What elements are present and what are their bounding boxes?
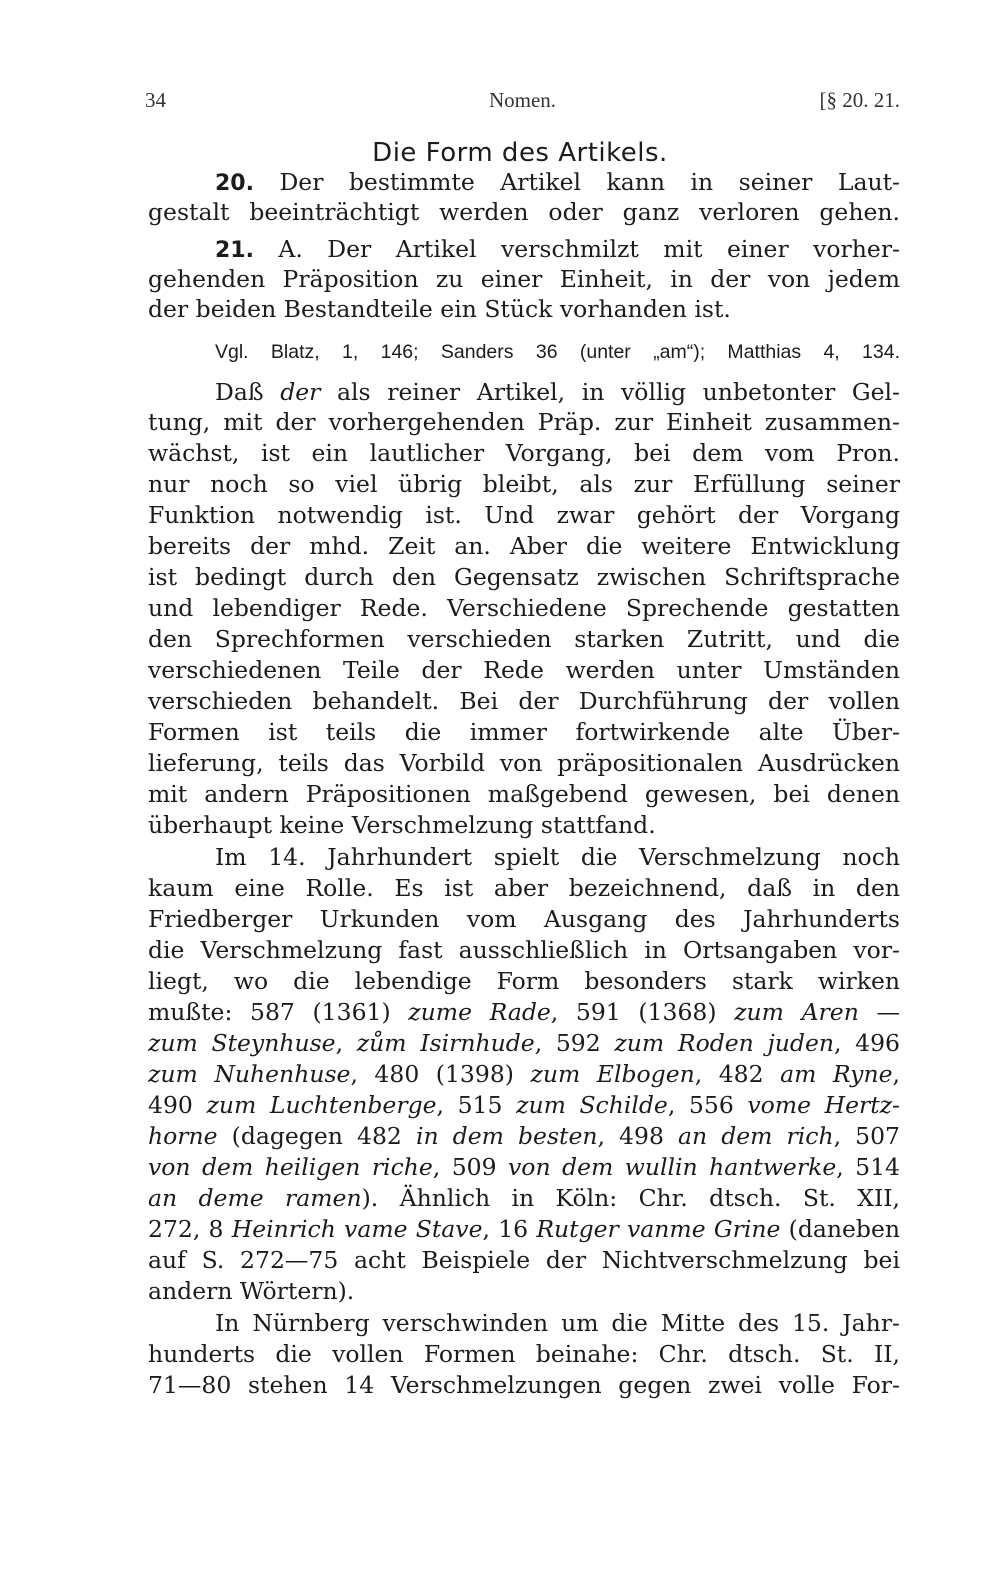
text-run: bereits der mhd. Zeit an. Aber die weitere Entwicklung: [148, 532, 900, 560]
text-line: [148, 685, 900, 717]
text-run: gestalt beeinträchtigt werden oder ganz verloren gehen.: [148, 198, 900, 226]
text-run: ,: [335, 1029, 357, 1057]
text-line: [148, 872, 900, 904]
text-run: mußte: 587 (1361): [148, 998, 409, 1026]
text-run: A. Der Artikel verschmilzt mit einer vorher-: [253, 235, 900, 263]
section-number: 20.: [215, 171, 254, 196]
text-line: [148, 1089, 900, 1121]
italic-citation: vome Hertz-: [747, 1091, 900, 1119]
text-run: auf S. 272—75 acht Beispiele der Nichtverschmelzung bei: [148, 1246, 900, 1274]
text-line: [148, 406, 900, 438]
text-run: die Verschmelzung fast ausschließlich in Ortsangaben vor-: [148, 936, 900, 964]
text-run: kaum eine Rolle. Es ist aber bezeichnend, daß in den: [148, 874, 900, 902]
text-line: [148, 1151, 900, 1183]
text-line: [148, 530, 900, 562]
text-line: [215, 336, 900, 368]
text-run: Friedberger Urkunden vom Ausgang des Jahrhunderts: [148, 905, 900, 933]
text-line: [148, 747, 900, 779]
italic-citation: horne: [148, 1122, 218, 1150]
text-run: liegt, wo die lebendige Form besonders stark wirken: [148, 967, 900, 995]
text-run: ,: [892, 1060, 900, 1088]
text-run: , 514: [836, 1153, 901, 1181]
italic-citation: in dem besten: [415, 1122, 598, 1150]
text-line: [148, 1213, 900, 1245]
text-line: [148, 1369, 900, 1401]
text-line: [215, 376, 900, 408]
text-run: den Sprechformen verschieden starken Zutritt, und die: [148, 625, 900, 653]
text-line: [148, 716, 900, 748]
text-line: [148, 1338, 900, 1370]
italic-citation: zum Nuhenhuse: [148, 1060, 351, 1088]
italic-citation: zum Schilde: [516, 1091, 668, 1119]
text-line: [148, 1058, 900, 1090]
text-run: Im 14. Jahrhundert spielt die Verschmelzung noch: [215, 843, 900, 871]
text-run: In Nürnberg verschwinden um die Mitte des 15. Jahr-: [215, 1309, 900, 1337]
text-run: (dagegen 482: [217, 1122, 416, 1150]
text-line: [148, 623, 900, 655]
text-line: [215, 1307, 900, 1339]
text-run: —: [858, 998, 900, 1026]
text-line: [148, 1120, 900, 1152]
text-run: ist bedingt durch den Gegensatz zwischen Schriftsprache: [148, 563, 900, 591]
text-run: Formen ist teils die immer fortwirkende alte Über-: [148, 718, 900, 746]
italic-citation: zume Rade: [408, 998, 551, 1026]
text-line: [148, 778, 900, 810]
text-run: und lebendiger Rede. Verschiedene Sprechende gestatten: [148, 594, 900, 622]
text-line: [148, 196, 900, 228]
text-run: (daneben: [780, 1215, 900, 1243]
text-run: als reiner Artikel, in völlig unbetonter Gel-: [320, 378, 900, 406]
text-run: hunderts die vollen Formen beinahe: Chr. dtsch. St. II,: [148, 1340, 900, 1368]
italic-citation: Rutger vanme Grine: [536, 1215, 781, 1243]
text-run: , 591 (1368): [550, 998, 735, 1026]
text-run: , 556: [667, 1091, 748, 1119]
text-run: , 515: [436, 1091, 517, 1119]
text-run: nur noch so viel übrig bleibt, als zur Erfüllung seiner: [148, 470, 900, 498]
text-run: 71—80 stehen 14 Verschmelzungen gegen zwei volle For-: [148, 1371, 900, 1399]
text-run: Vgl. Blatz, 1, 146; Sanders 36 (unter „am“); Matthias 4, 134.: [215, 341, 900, 363]
text-line: [148, 263, 900, 295]
text-run: gehenden Präposition zu einer Einheit, in der von jedem: [148, 265, 900, 293]
text-line: [148, 934, 900, 966]
text-run: Daß: [215, 378, 281, 406]
page-number: 34: [145, 88, 166, 112]
text-line: [148, 1182, 900, 1214]
text-run: tung, mit der vorhergehenden Präp. zur Einheit zusammen-: [148, 408, 900, 436]
text-line: [148, 809, 900, 841]
text-line: [148, 996, 900, 1028]
text-run: , 507: [833, 1122, 901, 1150]
text-run: , 480 (1398): [350, 1060, 531, 1088]
text-run: 490: [148, 1091, 207, 1119]
text-line: [148, 293, 900, 325]
text-run: lieferung, teils das Vorbild von präpositionalen Ausdrücken: [148, 749, 900, 777]
italic-citation: an dem rich: [678, 1122, 834, 1150]
text-line: [148, 561, 900, 593]
text-line: [215, 233, 900, 265]
italic-citation: zum Aren: [734, 998, 859, 1026]
text-run: 272, 8: [148, 1215, 232, 1243]
text-run: der beiden Bestandteile ein Stück vorhanden ist.: [148, 295, 731, 323]
text-run: , 482: [694, 1060, 781, 1088]
italic-citation: zům Isirnhude: [356, 1029, 535, 1057]
text-line: [148, 468, 900, 500]
text-run: , 16: [482, 1215, 537, 1243]
italic-citation: an deme ramen: [148, 1184, 362, 1212]
text-line: [148, 437, 900, 469]
text-line: [215, 166, 900, 198]
text-line: [148, 903, 900, 935]
running-title: Nomen.: [488, 88, 557, 112]
text-line: [148, 499, 900, 531]
text-run: verschieden behandelt. Bei der Durchführung der vollen: [148, 687, 900, 715]
text-line: [148, 965, 900, 997]
text-line: [148, 592, 900, 624]
text-run: , 592: [534, 1029, 615, 1057]
text-line: [215, 841, 900, 873]
running-head: [145, 88, 900, 118]
text-run: , 498: [597, 1122, 678, 1150]
italic-citation: zum Roden juden: [614, 1029, 834, 1057]
text-run: verschiedenen Teile der Rede werden unter Umständen: [148, 656, 900, 684]
italic-citation: zum Elbogen: [530, 1060, 695, 1088]
italic-citation: zum Luchtenberge: [206, 1091, 437, 1119]
text-run: Funktion notwendig ist. Und zwar gehört der Vorgang: [148, 501, 900, 529]
section-heading: Die Form des Artikels.: [372, 138, 668, 168]
section-number: 21.: [215, 238, 254, 263]
text-line: [148, 654, 900, 686]
text-run: , 509: [432, 1153, 509, 1181]
italic-citation: von dem wullin hantwerke: [508, 1153, 837, 1181]
italic-citation: der: [280, 378, 321, 406]
text-run: ). Ähnlich in Köln: Chr. dtsch. St. XII,: [361, 1184, 900, 1212]
italic-citation: am Ryne: [780, 1060, 893, 1088]
text-run: , 496: [834, 1029, 901, 1057]
italic-citation: zum Steynhuse: [148, 1029, 336, 1057]
section-reference: [§ 20. 21.: [819, 88, 900, 112]
text-run: wächst, ist ein lautlicher Vorgang, bei dem vom Pron.: [148, 439, 900, 467]
text-line: [148, 1275, 900, 1307]
text-run: Der bestimmte Artikel kann in seiner Laut-: [253, 168, 900, 196]
text-line: [148, 1027, 900, 1059]
text-run: überhaupt keine Verschmelzung stattfand.: [148, 811, 656, 839]
text-line: [148, 1244, 900, 1276]
text-run: mit andern Präpositionen maßgebend gewesen, bei denen: [148, 780, 900, 808]
italic-citation: von dem heiligen riche: [148, 1153, 433, 1181]
text-run: andern Wörtern).: [148, 1277, 355, 1305]
italic-citation: Heinrich vame Stave: [231, 1215, 483, 1243]
